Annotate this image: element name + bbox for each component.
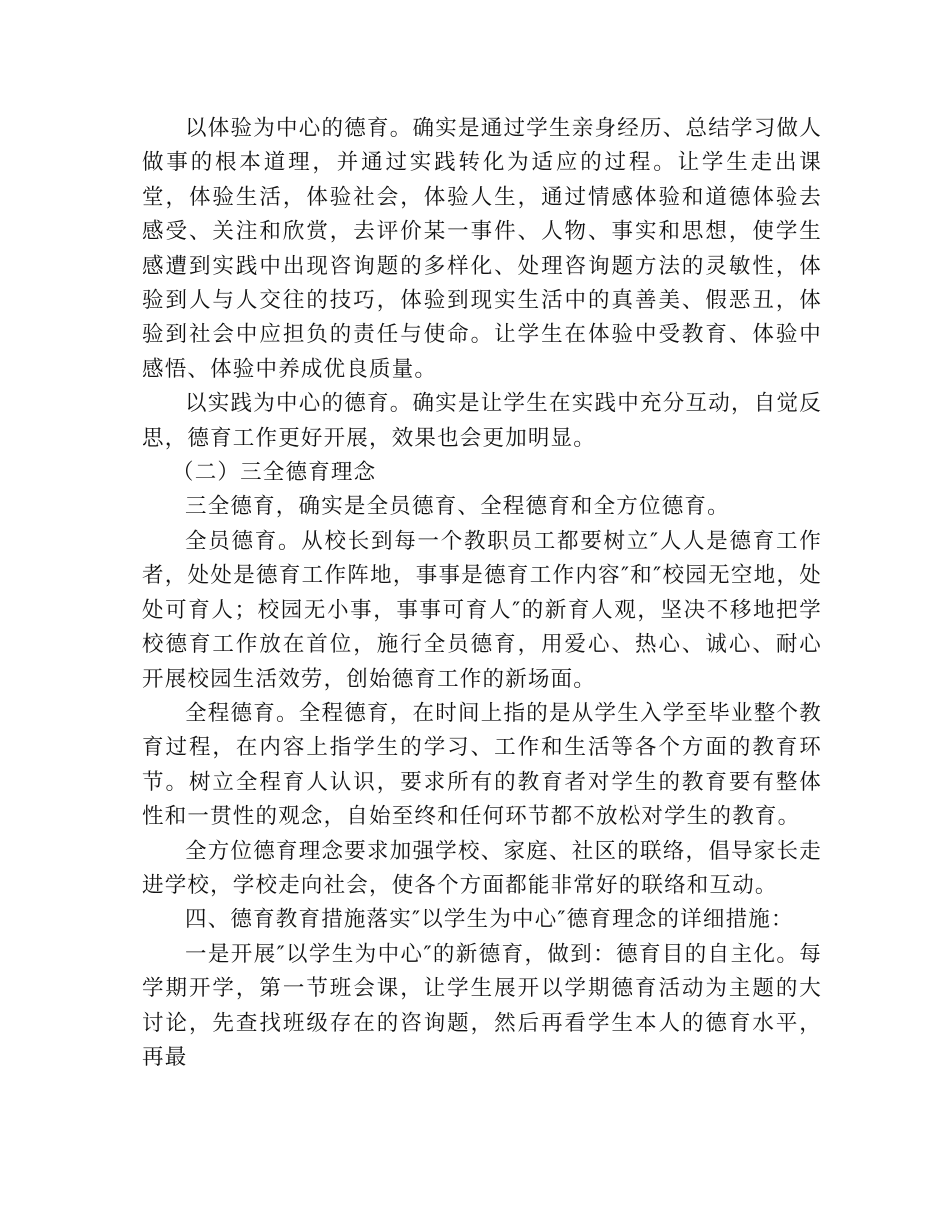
paragraph-experience-moral-education: 以体验为中心的德育。确实是通过学生亲身经历、总结学习做人做事的根本道理，并通过实践转化为适应的过程。让学生走出课堂，体验生活，体验社会，体验人生，通过情感体验和道德体验去感受、关注和欣赏，去评价某一事件、人物、事实和思想，使学生感遭到实践中出现咨询题的多样化、处理咨询题方法的灵敏性，体验到人与人交往的技巧，体验到现实生活中的真善美、假恶丑，体验到社会中应担负的责任与使命。让学生在体验中受教育、体验中感悟、体验中养成优良质量。 xyxy=(142,116,822,382)
paragraph-whole-process-moral-education: 全程德育。全程德育，在时间上指的是从学生入学至毕业整个教育过程，在内容上指学生的学习、工作和生活等各个方面的教育环节。树立全程育人认识，要求所有的教育者对学生的教育要有整体性和一贯性的观念，自始至终和任何环节都不放松对学生的教育。 xyxy=(142,700,822,830)
paragraph-all-round-moral-education: 全方位德育理念要求加强学校、家庭、社区的联络，倡导家长走进学校，学校走向社会，使各个方面都能非常好的联络和互动。 xyxy=(142,838,822,898)
document-body xyxy=(142,112,822,1075)
paragraph-three-full-definition: 三全德育，确实是全员德育、全程德育和全方位德育。 xyxy=(185,494,730,520)
paragraph-measures-heading: 四、德育教育措施落实″以学生为中心″德育理念的详细措施： xyxy=(185,907,794,933)
paragraph-practice-moral-education: 以实践为中心的德育。确实是让学生在实践中充分互动，自觉反思，德育工作更好开展，效果也会更加明显。 xyxy=(142,391,822,451)
paragraph-all-staff-moral-education: 全员德育。从校长到每一个教职员工都要树立″人人是德育工作者，处处是德育工作阵地，事事是德育工作内容″和″校园无空地，处处可育人；校园无小事，事事可育人″的新育人观，坚决不移地把学校德育工作放在首位，施行全员德育，用爱心、热心、诚心、耐心开展校园生活效劳，创始德育工作的新场面。 xyxy=(142,528,822,692)
section-heading-three-full-moral-education: （二）三全德育理念 xyxy=(172,460,377,486)
paragraph-measure-one: 一是开展″以学生为中心″的新德育，做到：德育目的自主化。每学期开学，第一节班会课，让学生展开以学期德育活动为主题的大讨论，先查找班级存在的咨询题，然后再看学生本人的德育水平，再最 xyxy=(142,941,822,1070)
